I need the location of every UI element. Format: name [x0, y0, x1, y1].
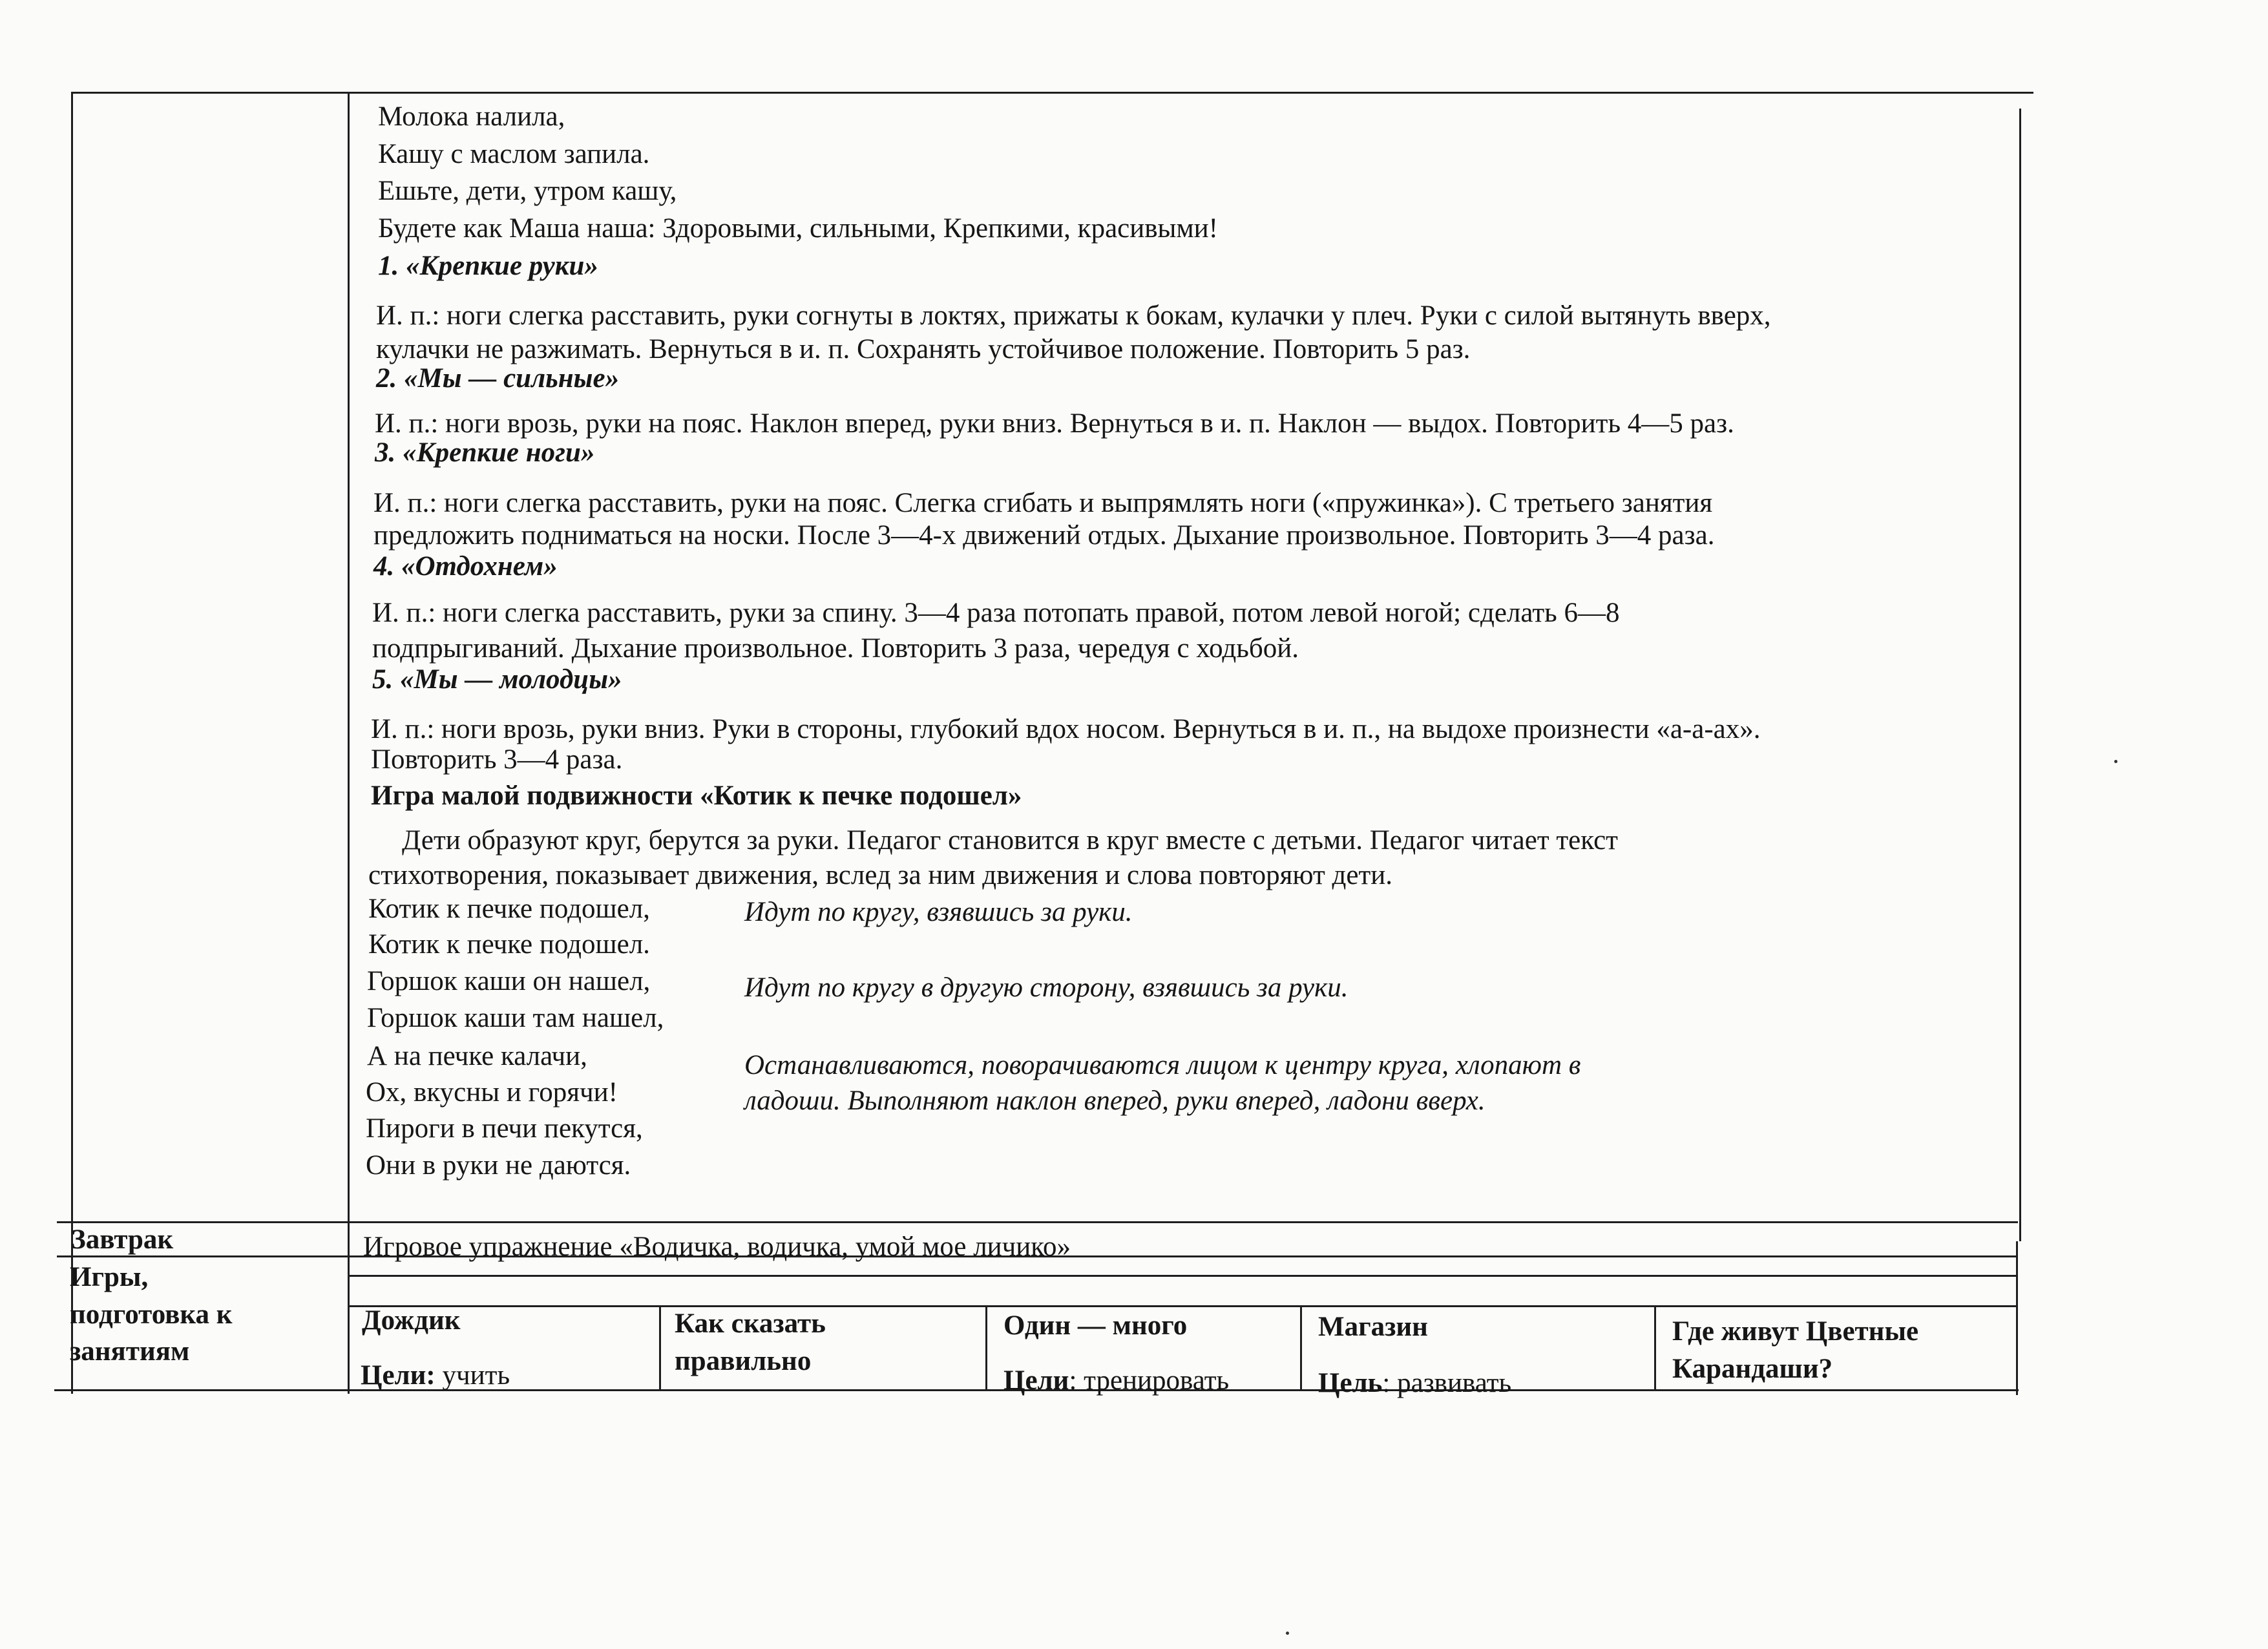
verse-line: Пироги в печи пекутся, — [366, 1113, 643, 1144]
verse-line: Они в руки не даются. — [366, 1150, 631, 1181]
games-label: занятиям — [70, 1336, 190, 1367]
goal-label: Цели — [1003, 1365, 1069, 1396]
poem-line: Кашу с маслом запила. — [378, 139, 650, 169]
exercise-text: И. п.: ноги врозь, руки на пояс. Наклон вперед, руки вниз. Вернуться в и. п. Наклон — выдох. Повторить 4—5 раз. — [375, 408, 1734, 439]
scan-speck — [2114, 760, 2117, 763]
breakfast-label: Завтрак — [71, 1224, 174, 1255]
column-divider — [348, 92, 350, 1394]
game-column-title: Магазин — [1318, 1312, 1428, 1342]
exercise-text: И. п.: ноги слегка расставить, руки на пояс. Слегка сгибать и выпрямлять ноги («пружинка»). С третьего занятия — [373, 488, 1713, 518]
poem-line: Молока налила, — [378, 101, 565, 132]
games-col-divider-4 — [1654, 1305, 1656, 1391]
poem-line: Ешьте, дети, утром кашу, — [378, 176, 677, 206]
verse-line: Котик к печке подошел. — [368, 929, 650, 960]
row-divider-breakfast-top — [57, 1221, 2018, 1223]
game-intro: Дети образуют круг, берутся за руки. Педагог становится в круг вместе с детьми. Педагог читает текст — [402, 825, 1618, 856]
exercise-title: 3. «Крепкие ноги» — [375, 437, 595, 468]
games-label: Игры, — [70, 1262, 149, 1292]
goal-text: : развивать — [1382, 1368, 1512, 1398]
game-column-title: Как сказать — [675, 1308, 826, 1339]
table-border-right-lower — [2016, 1241, 2018, 1395]
exercise-text: И. п.: ноги врозь, руки вниз. Руки в стороны, глубокий вдох носом. Вернуться в и. п., на выдохе произнести «а-а-ах». — [371, 714, 1761, 744]
exercise-text: И. п.: ноги слегка расставить, руки согнуты в локтях, прижаты к бокам, кулачки у плеч. Руки с силой вытянуть вверх, — [376, 300, 1771, 331]
action-text: Идут по кругу, взявшись за руки. — [744, 897, 1133, 927]
game-column-goal — [1003, 1362, 1229, 1399]
game-column-goal — [1318, 1365, 1511, 1402]
verse-line: Ох, вкусны и горячи! — [366, 1077, 618, 1108]
exercise-text: И. п.: ноги слегка расставить, руки за спину. 3—4 раза потопать правой, потом левой ногой; сделать 6—8 — [372, 598, 1620, 628]
goal-text: : тренировать — [1069, 1365, 1230, 1396]
games-label: подготовка к — [70, 1299, 233, 1330]
exercise-title: 2. «Мы — сильные» — [376, 363, 620, 394]
goal-label: Цель — [1318, 1368, 1383, 1398]
exercise-text: Повторить 3—4 раза. — [371, 744, 623, 775]
exercise-title: 5. «Мы — молодцы» — [372, 664, 622, 695]
poem-line: Будете как Маша наша: Здоровыми, сильными, Крепкими, красивыми! — [378, 213, 1218, 244]
verse-line: Котик к печке подошел, — [368, 894, 650, 924]
action-text: Идут по кругу в другую сторону, взявшись за руки. — [744, 972, 1349, 1003]
action-text: Останавливаются, поворачиваются лицом к центру круга, хлопают в — [744, 1050, 1581, 1080]
exercise-text: кулачки не разжимать. Вернуться в и. п. Сохранять устойчивое положение. Повторить 5 раз. — [376, 334, 1471, 364]
scan-speck — [1286, 1632, 1289, 1635]
games-col-divider-1 — [659, 1305, 661, 1391]
game-column-title: Дождик — [362, 1305, 461, 1336]
exercise-text: предложить подниматься на носки. После 3—4-х движений отдых. Дыхание произвольное. Повторить 3—4 раза. — [373, 520, 1715, 551]
row-divider-games-inner — [348, 1275, 2016, 1277]
action-text: ладоши. Выполняют наклон вперед, руки вперед, ладони вверх. — [744, 1086, 1486, 1116]
game-column-goal — [361, 1357, 510, 1394]
game-title: Игра малой подвижности «Котик к печке подошел» — [371, 781, 1022, 811]
table-border-top — [72, 92, 2033, 94]
goal-label: Цели: — [361, 1360, 436, 1391]
game-column-title: Где живут Цветные — [1672, 1316, 1919, 1347]
game-column-title: Карандаши? — [1672, 1354, 1833, 1384]
table-border-right — [2019, 109, 2021, 1241]
game-intro: стихотворения, показывает движения, вслед за ним движения и слова повторяют дети. — [368, 860, 1393, 890]
verse-line: А на печке калачи, — [367, 1041, 587, 1071]
exercise-title: 1. «Крепкие руки» — [378, 251, 598, 281]
verse-line: Горшок каши там нашел, — [367, 1003, 664, 1033]
game-column-title: правильно — [675, 1346, 812, 1376]
exercise-title: 4. «Отдохнем» — [373, 551, 558, 582]
verse-line: Горшок каши он нашел, — [367, 966, 651, 996]
breakfast-text: Игровое упражнение «Водичка, водичка, умой мое личико» — [363, 1232, 1071, 1262]
games-col-divider-3 — [1300, 1305, 1302, 1391]
exercise-text: подпрыгиваний. Дыхание произвольное. Повторить 3 раза, чередуя с ходьбой. — [372, 633, 1299, 664]
game-column-title: Один — много — [1003, 1310, 1188, 1341]
games-col-divider-2 — [985, 1305, 987, 1391]
goal-text: учить — [435, 1360, 510, 1391]
table-border-left — [71, 92, 73, 1394]
